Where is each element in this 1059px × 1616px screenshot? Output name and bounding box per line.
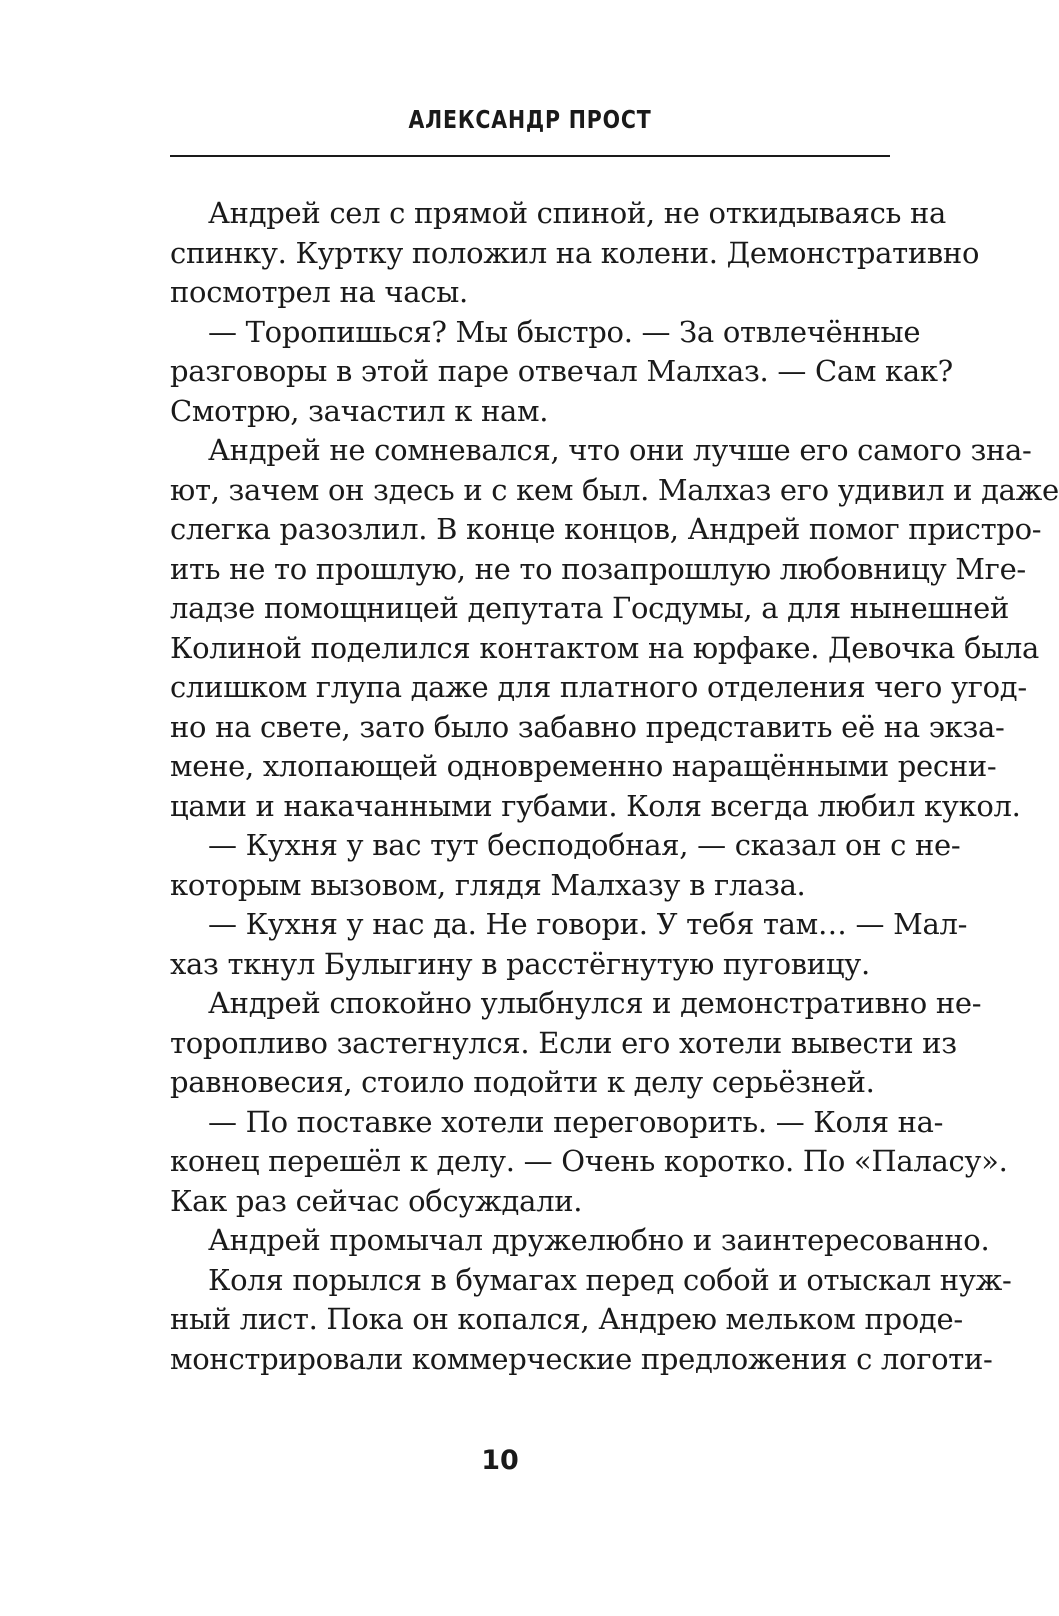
text-line: — Кухня у вас тут бесподобная, — сказал он с не- (208, 828, 961, 862)
header-rule (170, 155, 890, 157)
text-line: Смотрю, зачастил к нам. (170, 393, 549, 428)
text-line: торопливо застегнулся. Если его хотели вывести из (170, 1025, 957, 1060)
text-line: которым вызовом, глядя Малхазу в глаза. (170, 867, 806, 902)
text-line: слишком глупа даже для платного отделения чего угод- (170, 670, 1027, 704)
text-line: Андрей спокойно улыбнулся и демонстративно не- (208, 986, 982, 1020)
text-line: но на свете, зато было забавно представить её на экза- (170, 709, 1005, 744)
text-line: слегка разозлил. В конце концов, Андрей помог пристро- (170, 512, 1042, 546)
page-number: 10 (481, 1445, 519, 1476)
text-line: спинку. Куртку положил на колени. Демонстративно (170, 235, 980, 270)
text-line: ить не то прошлую, не то позапрошлую любовницу Мге- (170, 551, 1026, 586)
text-line: конец перешёл к делу. — Очень коротко. По «Паласу». (170, 1144, 1008, 1178)
text-line: Андрей сел с прямой спиной, не откидываясь на (208, 196, 947, 230)
text-line: разговоры в этой паре отвечал Малхаз. — Сам как? (170, 354, 953, 388)
text-line: Колиной поделился контактом на юрфаке. Девочка была (170, 630, 1040, 665)
text-line: — Торопишься? Мы быстро. — За отвлечённые (208, 314, 921, 349)
text-line: — По поставке хотели переговорить. — Коля на- (208, 1104, 944, 1139)
text-line: Коля порылся в бумагах перед собой и отыскал нуж- (208, 1262, 1012, 1297)
text-line: хаз ткнул Булыгину в расстёгнутую пуговицу. (170, 946, 870, 981)
text-line: — Кухня у нас да. Не говори. У тебя там… — Мал- (208, 907, 968, 941)
text-line: ный лист. Пока он копался, Андрею мельком проде- (170, 1302, 963, 1336)
text-line: цами и накачанными губами. Коля всегда любил кукол. (170, 788, 1021, 823)
text-line: Андрей промычал дружелюбно и заинтересованно. (208, 1223, 990, 1257)
running-head-author: АЛЕКСАНДР ПРОСТ (408, 105, 652, 134)
text-line: равновесия, стоило подойти к делу серьёзней. (170, 1065, 875, 1099)
text-line: Как раз сейчас обсуждали. (170, 1183, 583, 1218)
text-line: монстрировали коммерческие предложения с логоти- (170, 1341, 993, 1376)
text-line: Андрей не сомневался, что они лучше его самого зна- (208, 433, 1032, 467)
body-text (170, 194, 1059, 1379)
text-line: ладзе помощницей депутата Госдумы, а для нынешней (170, 591, 1010, 625)
text-line: ют, зачем он здесь и с кем был. Малхаз его удивил и даже (170, 472, 1059, 507)
text-line: мене, хлопающей одновременно наращёнными ресни- (170, 749, 997, 783)
text-line: посмотрел на часы. (170, 275, 468, 309)
